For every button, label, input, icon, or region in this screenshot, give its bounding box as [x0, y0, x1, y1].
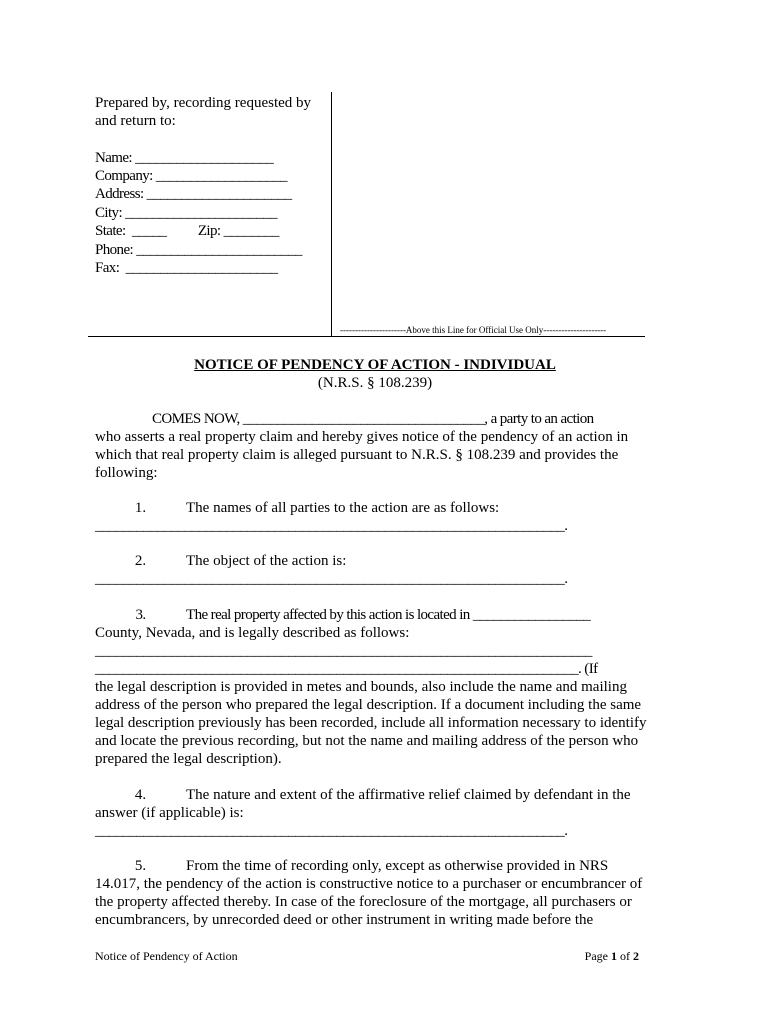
item-4-line2: answer (if applicable) is: — [95, 805, 244, 821]
item-5-number: 5. — [134, 858, 147, 874]
intro-line-4: following: — [95, 465, 158, 481]
prepared-by-line1: Prepared by, recording requested by — [95, 95, 312, 111]
item-1 — [95, 499, 499, 517]
total-pages: 2 — [633, 949, 639, 963]
current-page: 1 — [611, 949, 617, 963]
item-3-blank-2: ______________________________________________________________________. (If — [95, 661, 598, 677]
item-1-text: The names of all parties to the action are as follows: — [186, 500, 500, 516]
item-3-rest-1: the legal description is provided in metes and bounds, also include the name and mailing — [95, 679, 627, 695]
item-4-blank: ____________________________________________________________________. — [95, 823, 568, 839]
document-title: NOTICE OF PENDENCY OF ACTION - INDIVIDUAL — [194, 357, 556, 373]
intro-line-3: which that real property claim is alleged pursuant to N.R.S. § 108.239 and provides the — [95, 447, 619, 463]
footer-title: Notice of Pendency of Action — [95, 949, 238, 963]
item-4-number: 4. — [134, 787, 147, 803]
name-field: Name: ____________________ — [95, 150, 274, 166]
page-word: Page — [584, 949, 608, 963]
item-5-rest-3: encumbrancers, by unrecorded deed or other instrument in writing made before the — [95, 912, 594, 928]
of-word: of — [620, 949, 630, 963]
page-number — [585, 949, 639, 964]
document-subtitle: (N.R.S. § 108.239) — [317, 375, 433, 391]
item-2 — [95, 552, 346, 570]
item-3 — [95, 606, 590, 624]
item-3-rest-5: prepared the legal description). — [95, 751, 282, 767]
item-4 — [95, 786, 631, 804]
item-3-number: 3. — [135, 607, 146, 623]
item-3-rest-2: address of the person who prepared the legal description. If a document including the same — [95, 697, 642, 713]
item-1-number: 1. — [134, 500, 147, 516]
item-2-number: 2. — [134, 553, 147, 569]
item-5 — [95, 857, 608, 875]
state-zip-field: State: _____ Zip: ________ — [95, 223, 279, 239]
official-use-label: ----------------------Above this Line for Official Use Only--------------------- — [340, 325, 607, 335]
phone-field: Phone: ________________________ — [95, 242, 302, 258]
item-5-rest-1: 14.017, the pendency of the action is constructive notice to a purchaser or encumbrancer of — [95, 876, 643, 892]
item-5-text: From the time of recording only, except as otherwise provided in NRS — [186, 858, 609, 874]
item-1-blank: ____________________________________________________________________. — [95, 518, 568, 534]
item-3-text: The real property affected by this action is located in _________________ — [186, 607, 591, 623]
header-vertical-divider — [331, 92, 332, 336]
intro-line-1: COMES NOW, ___________________________________, a party to an action — [152, 411, 594, 427]
address-field: Address: _____________________ — [95, 186, 292, 202]
city-field: City: ______________________ — [95, 205, 277, 221]
item-3-line2: County, Nevada, and is legally described as follows: — [95, 625, 410, 641]
company-field: Company: ___________________ — [95, 168, 287, 184]
item-5-rest-2: the property affected thereby. In case of the foreclosure of the mortgage, all purchasers or — [95, 894, 632, 910]
intro-line-2: who asserts a real property claim and hereby gives notice of the pendency of an action in — [95, 429, 629, 445]
header-horizontal-divider — [88, 336, 645, 337]
item-2-text: The object of the action is: — [186, 553, 347, 569]
item-3-blank-1: ________________________________________________________________________ — [95, 643, 592, 659]
item-3-rest-3: legal description previously has been recorded, include all information necessary to identify — [95, 715, 647, 731]
item-4-text: The nature and extent of the affirmative relief claimed by defendant in the — [186, 787, 631, 803]
item-3-rest-4: and locate the previous recording, but not the name and mailing address of the person who — [95, 733, 639, 749]
item-2-blank: ____________________________________________________________________. — [95, 571, 568, 587]
prepared-by-line2: and return to: — [95, 113, 176, 129]
fax-field: Fax: ______________________ — [95, 260, 278, 276]
